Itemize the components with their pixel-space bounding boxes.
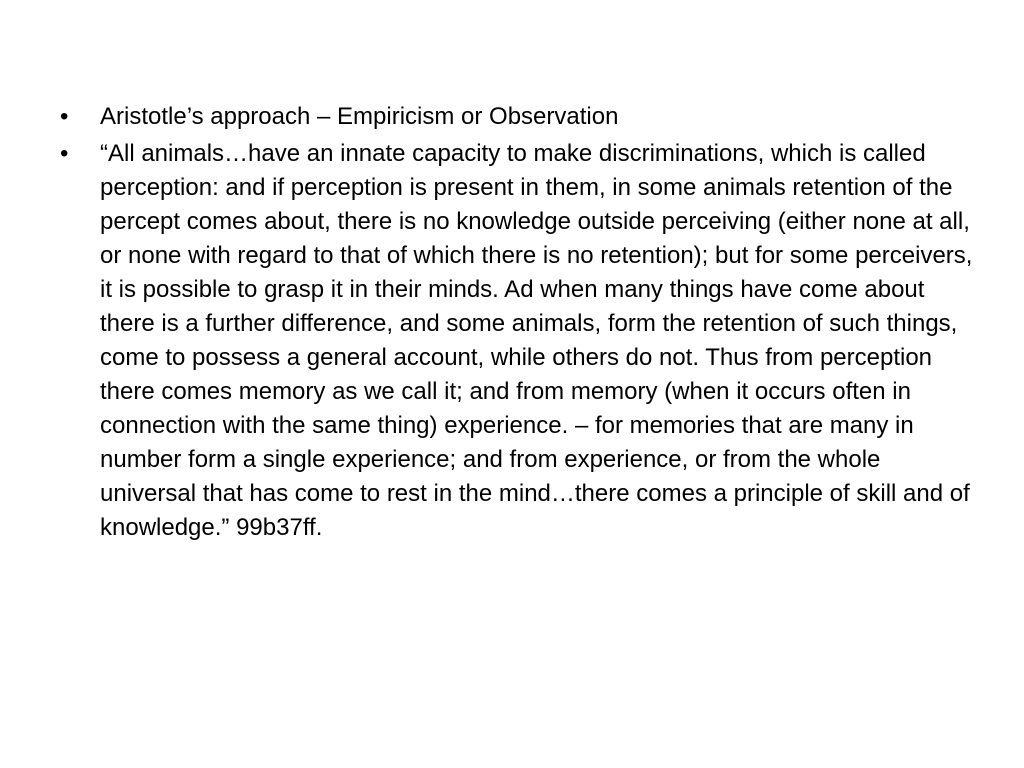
bullet-icon: • [60, 103, 69, 130]
bullet-list [58, 100, 978, 548]
bullet-text: Aristotle’s approach – Empiricism or Observation [100, 103, 619, 130]
bullet-item-quote [58, 137, 978, 545]
bullet-item-approach [58, 100, 978, 134]
bullet-text: “All animals…have an innate capacity to make discriminations, which is called perception: and if perception is present in them, in some animals retention of the percept comes about, there is no knowledge outside perceiving (either none at all, or none with regard to that of which there is no retention); but for some perceivers, it is possible to grasp it in their minds. Ad when many things have come about there is a further difference, and some animals, form the retention of such things, come to possess a general account, while others do not. Thus from perception there comes memory as we call it; and from memory (when it occurs often in connection with the same thing) experience. – for memories that are many in number form a single experience; and from experience, or from the whole universal that has come to rest in the mind…there comes a principle of skill and of knowledge.” 99b37ff. [100, 140, 973, 541]
bullet-icon: • [60, 140, 69, 167]
